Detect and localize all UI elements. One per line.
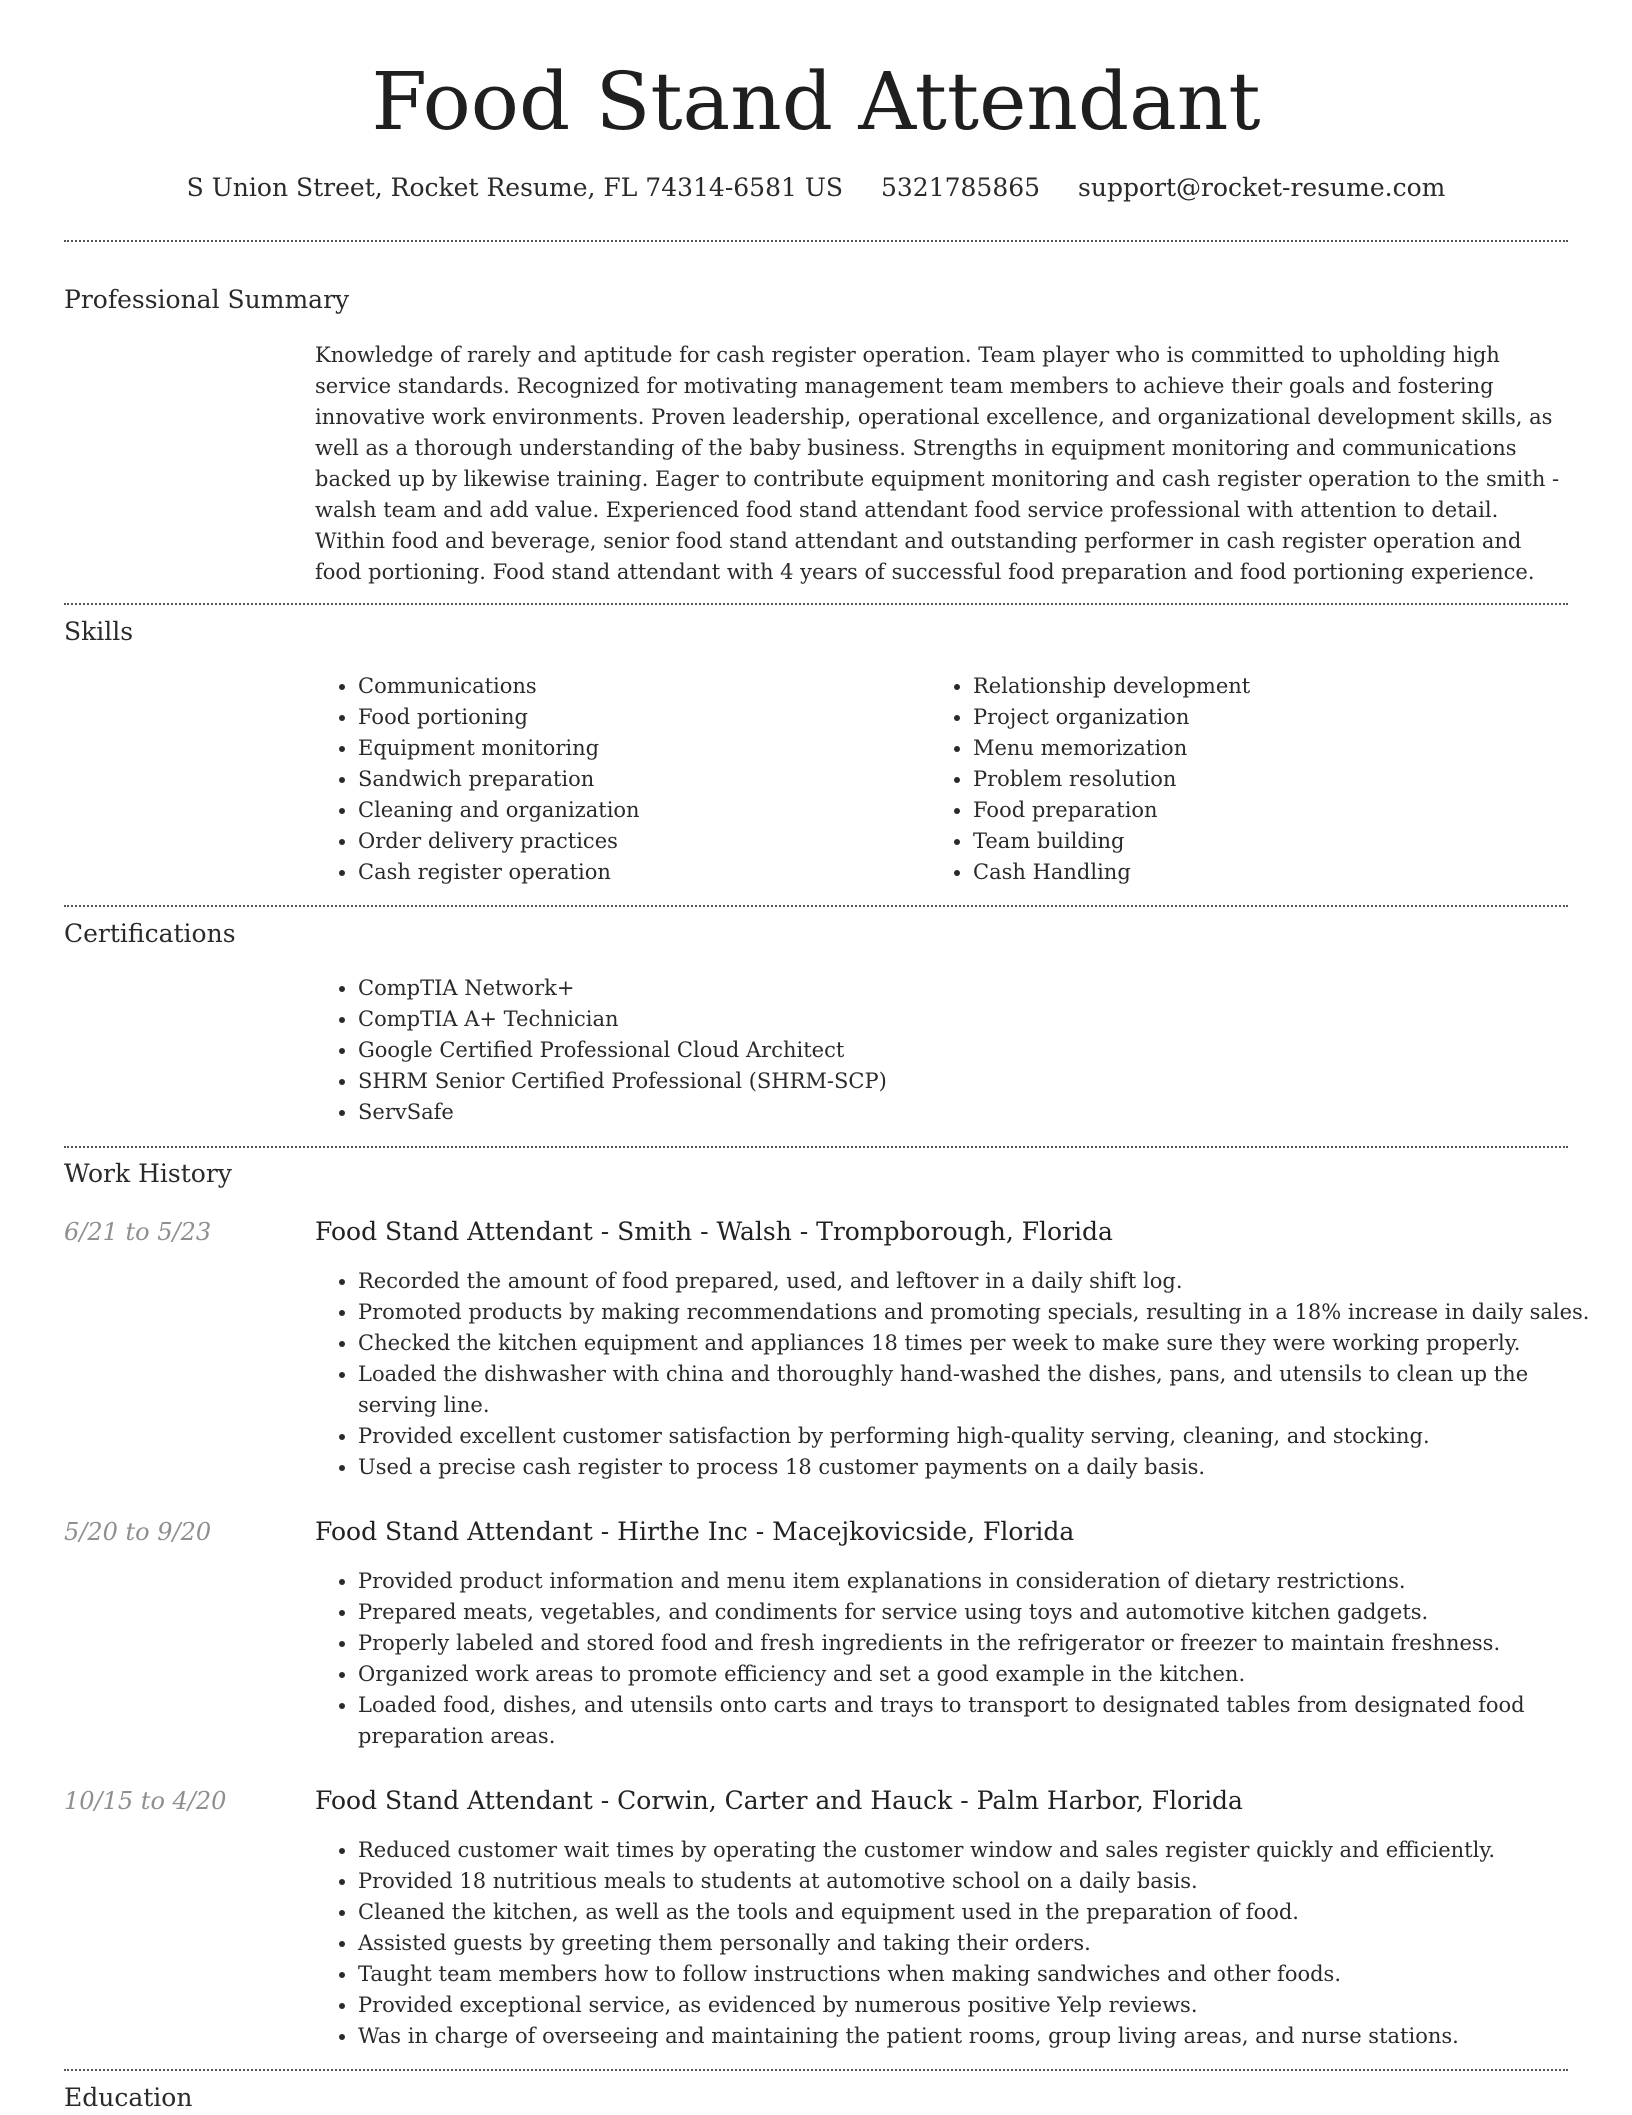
job-bullet: • Was in charge of overseeing and maintaining the patient rooms, group living areas, and nurse stations. — [358, 2021, 1608, 2052]
divider — [64, 2069, 1568, 2071]
contact-address: S Union Street, Rocket Resume, FL 74314-6581 US — [186, 173, 844, 202]
divider — [64, 1146, 1568, 1148]
skill-item: • Relationship development — [973, 671, 1573, 702]
section-title-education: Education — [64, 2083, 193, 2112]
section-title-summary: Professional Summary — [64, 285, 350, 314]
job-bullet: • Provided exceptional service, as evidenced by numerous positive Yelp reviews. — [358, 1990, 1608, 2021]
job-bullet: • Taught team members how to follow instructions when making sandwiches and other foods. — [358, 1959, 1608, 1990]
job-bullet: • Assisted guests by greeting them personally and taking their orders. — [358, 1928, 1608, 1959]
job-bullets — [314, 1566, 1608, 1752]
job-bullet: • Checked the kitchen equipment and appliances 18 times per week to make sure they were working properly. — [358, 1328, 1608, 1359]
skill-item: • Food preparation — [973, 795, 1573, 826]
skill-item: • Equipment monitoring — [358, 733, 918, 764]
job-bullets — [314, 1266, 1608, 1483]
section-title-work-history: Work History — [64, 1159, 232, 1188]
job-dates: 6/21 to 5/23 — [64, 1218, 212, 1246]
job-bullet: • Reduced customer wait times by operating the customer window and sales register quickly and efficiently. — [358, 1835, 1608, 1866]
job-bullet: • Provided excellent customer satisfaction by performing high-quality serving, cleaning, and stocking. — [358, 1421, 1608, 1452]
skills-list-left — [314, 671, 918, 888]
contact-phone: 5321785865 — [881, 173, 1041, 202]
job-bullets — [314, 1835, 1608, 2052]
skill-item: • Communications — [358, 671, 918, 702]
skills-list-right — [929, 671, 1573, 888]
job-title: Food Stand Attendant - Corwin, Carter and Hauck - Palm Harbor, Florida — [315, 1786, 1243, 1815]
job-bullet: • Recorded the amount of food prepared, used, and leftover in a daily shift log. — [358, 1266, 1608, 1297]
job-bullet: • Cleaned the kitchen, as well as the tools and equipment used in the preparation of food. — [358, 1897, 1608, 1928]
job-bullet: • Provided product information and menu item explanations in consideration of dietary restrictions. — [358, 1566, 1608, 1597]
resume-name: Food Stand Attendant — [371, 55, 1261, 148]
skill-item: • Team building — [973, 826, 1573, 857]
job-bullet: • Loaded the dishwasher with china and thoroughly hand-washed the dishes, pans, and utensils to clean up the serving line. — [358, 1359, 1608, 1421]
summary-text: Knowledge of rarely and aptitude for cash register operation. Team player who is committed to upholding high service standards. Recognized for motivating management team members to achieve their goals and fostering innovative work environments. Proven leadership, operational excellence, and organizational development skills, as well as a thorough understanding of the baby business. Strengths in equipment monitoring and communications backed up by likewise training. Eager to contribute equipment monitoring and cash register operation to the smith - walsh team and add value. Experienced food stand attendant food service professional with attention to detail. Within food and beverage, senior food stand attendant and outstanding performer in cash register operation and food portioning. Food stand attendant with 4 years of successful food preparation and food portioning experience. — [315, 343, 1560, 584]
job-dates: 5/20 to 9/20 — [64, 1518, 212, 1546]
job-bullet: • Organized work areas to promote efficiency and set a good example in the kitchen. — [358, 1659, 1608, 1690]
job-bullet: • Provided 18 nutritious meals to students at automotive school on a daily basis. — [358, 1866, 1608, 1897]
certification-item: • SHRM Senior Certified Professional (SHRM-SCP) — [358, 1066, 1558, 1097]
skill-item: • Project organization — [973, 702, 1573, 733]
skill-item: • Food portioning — [358, 702, 918, 733]
job-title: Food Stand Attendant - Hirthe Inc - Macejkovicside, Florida — [315, 1517, 1075, 1546]
skill-item: • Problem resolution — [973, 764, 1573, 795]
certification-item: • Google Certified Professional Cloud Architect — [358, 1035, 1558, 1066]
contact-line — [0, 170, 1632, 206]
skill-item: • Sandwich preparation — [358, 764, 918, 795]
job-title: Food Stand Attendant - Smith - Walsh - Trompborough, Florida — [315, 1217, 1113, 1246]
certification-item: • ServSafe — [358, 1097, 1558, 1128]
certification-item: • CompTIA Network+ — [358, 973, 1558, 1004]
job-bullet: • Prepared meats, vegetables, and condiments for service using toys and automotive kitchen gadgets. — [358, 1597, 1608, 1628]
skill-item: • Cash register operation — [358, 857, 918, 888]
job-bullet: • Loaded food, dishes, and utensils onto carts and trays to transport to designated tables from designated food preparation areas. — [358, 1690, 1608, 1752]
divider — [64, 603, 1568, 605]
job-bullet: • Used a precise cash register to process 18 customer payments on a daily basis. — [358, 1452, 1608, 1483]
divider — [64, 240, 1568, 242]
skill-item: • Cash Handling — [973, 857, 1573, 888]
skill-item: • Menu memorization — [973, 733, 1573, 764]
section-title-certifications: Certifications — [64, 919, 236, 948]
job-bullet: • Properly labeled and stored food and fresh ingredients in the refrigerator or freezer to maintain freshness. — [358, 1628, 1608, 1659]
certification-item: • CompTIA A+ Technician — [358, 1004, 1558, 1035]
divider — [64, 905, 1568, 907]
job-bullet: • Promoted products by making recommendations and promoting specials, resulting in a 18% increase in daily sales. — [358, 1297, 1608, 1328]
certifications-list — [314, 973, 1558, 1128]
skill-item: • Order delivery practices — [358, 826, 918, 857]
skill-item: • Cleaning and organization — [358, 795, 918, 826]
section-title-skills: Skills — [64, 617, 134, 646]
job-dates: 10/15 to 4/20 — [64, 1787, 227, 1815]
contact-email: support@rocket-resume.com — [1078, 173, 1446, 202]
